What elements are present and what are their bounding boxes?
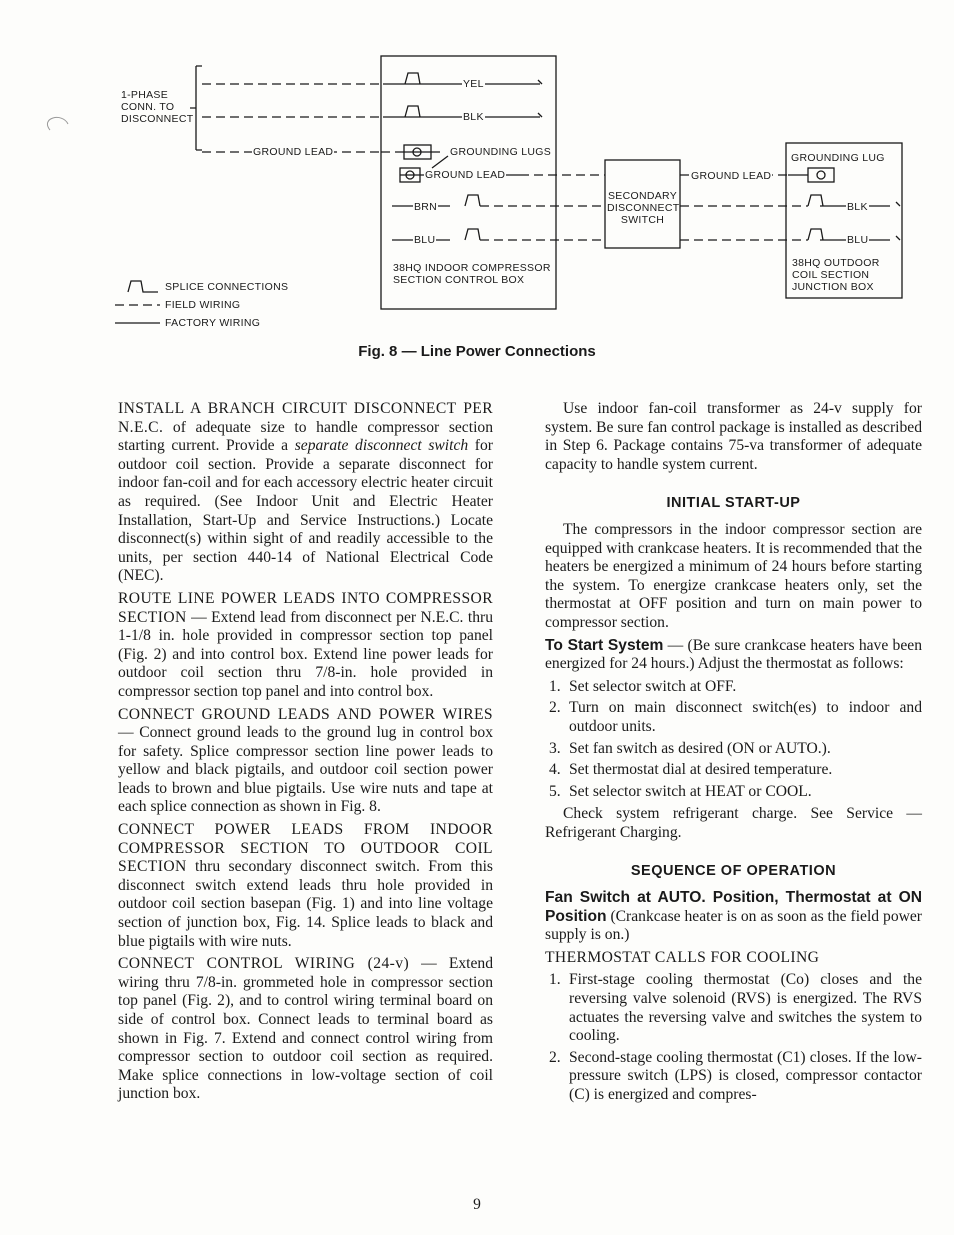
blu-outdoor-wire-label: BLU (847, 234, 869, 246)
outdoor-box-label-line-1: 38HQ OUTDOOR (792, 257, 880, 269)
indoor-box-label-line-2: SECTION CONTROL BOX (393, 274, 525, 286)
blk-indoor-wire-label: BLK (463, 111, 484, 123)
list-item (545, 699, 922, 736)
step-number: 5. (549, 782, 561, 800)
blk-outdoor-wire-label: BLK (847, 201, 868, 213)
ground-lead-inner-label: GROUND LEAD (425, 169, 506, 181)
step-number: 3. (549, 739, 561, 757)
text-branch-a: of adequate size to handle compressor section starting current. Provide a (118, 418, 493, 455)
list-item (545, 740, 922, 759)
text-route-leads: — Extend lead from disconnect per N.E.C. thru 1-1/8 in. hole provided in compressor section top panel (Fig. 2) and into control box. Extend line power leads for outdoor coil section thru 7/8-in. hole provided in compressor section top panel and into control box. (118, 608, 493, 700)
heading-sequence-of-operation: SEQUENCE OF OPERATION (630, 863, 837, 880)
list-item (545, 1049, 922, 1105)
step-text: Second-stage cooling thermostat (C1) closes. If the low-pressure switch (LPS) is closed, compressor contactor (C) is energized and compres- (569, 1048, 922, 1103)
label-fan-switch: Fan Switch at AUTO. Position, Thermostat at ON Position (545, 889, 922, 925)
legend-splice: SPLICE CONNECTIONS (165, 281, 289, 293)
list-item (545, 783, 922, 802)
step-number: 1. (549, 971, 561, 989)
paragraph-branch-disconnect (118, 400, 493, 586)
secondary-switch-line-2: DISCONNECT (607, 202, 680, 214)
paragraph-fan-switch (545, 889, 922, 945)
heading-initial-startup: INITIAL START-UP (666, 495, 801, 512)
paragraph-transformer: Use indoor fan-coil transformer as 24-v supply for system. Be sure fan control package is installed as described in Step 6. Package contains 75-va transformer of adequate capacity to handle system current. (545, 400, 922, 473)
legend-factory: FACTORY WIRING (165, 317, 261, 329)
page-number: 9 (473, 1196, 481, 1213)
grounding-lugs-label: GROUNDING LUGS (450, 146, 552, 158)
ground-lead-mid-label: GROUND LEAD (691, 170, 772, 182)
step-text: Set selector switch at HEAT or COOL. (569, 782, 812, 800)
paragraph-control-wiring (118, 955, 493, 1104)
step-number: 2. (549, 699, 561, 717)
legend-field: FIELD WIRING (165, 299, 241, 311)
blu-indoor-wire-label: BLU (414, 234, 436, 246)
wiring-diagram (0, 0, 954, 340)
paragraph-startup: The compressors in the indoor compressor section are equipped with crankcase heaters. It is recommended that the heaters be energized a minimum of 24 hours before starting the system. To energize crankcase heaters only, set the thermostat at OFF position and turn on main power to compressor section. (545, 520, 922, 631)
heading-calls-for-cooling: THERMOSTAT CALLS FOR COOLING (545, 948, 820, 966)
step-number: 2. (549, 1048, 561, 1066)
text-separate-disconnect: separate disconnect switch (294, 437, 469, 455)
cooling-steps-list (545, 971, 922, 1104)
secondary-switch-line-1: SECONDARY (607, 190, 678, 202)
outdoor-box-label-line-2: COIL SECTION (792, 269, 870, 281)
figure-caption: Fig. 8 — Line Power Connections (358, 343, 596, 360)
phase-label-line-3: DISCONNECT (121, 113, 194, 125)
phase-label-line-1: 1-PHASE (121, 89, 169, 101)
text-control-wiring: — Extend wiring thru 7/8-in. grommeted hole in compressor section top panel (Fig. 2), and to control wiring terminal board on side of control box. Connect leads to terminal board as shown in Fig. 7. Extend and connect control wiring from compressor section to outdoor coil section as required. Make splice connections in low-voltage section of coil junction box. (118, 955, 493, 1103)
heading-ground-leads: CONNECT GROUND LEADS AND POWER WIRES (118, 705, 493, 723)
ground-lead-left-label: GROUND LEAD (253, 146, 334, 158)
startup-steps-list (545, 678, 922, 802)
paragraph-check-charge: Check system refrigerant charge. See Service — Refrigerant Charging. (545, 805, 922, 841)
text-to-start-system: — (Be sure crankcase heaters have been energized for 24 hours.) Adjust the thermostat as follows: (545, 636, 922, 673)
paragraph-route-leads (118, 590, 493, 702)
step-text: First-stage cooling thermostat (Co) closes and the reversing valve solenoid (RVS) is energized. The RVS actuates the reversing valve and switches the system to cooling. (569, 971, 922, 1045)
list-item (545, 971, 922, 1045)
text-power-leads: thru secondary disconnect switch. From this disconnect switch extend leads thru hole provided in outdoor coil section basepan (Fig. 1) and into line voltage section of junction box, Fig. 14. Splice leads to black and blue pigtails with wire nuts. (118, 858, 493, 950)
step-number: 1. (549, 677, 561, 695)
text-fan-switch: (Crankcase heater is on as soon as the field power supply is on.) (545, 907, 922, 944)
label-to-start-system: To Start System (545, 636, 664, 654)
text-ground-leads: — Connect ground leads to the ground lug in control box for safety. Splice compressor section line power leads to yellow and black pigtails, and outdoor coil section power leads to brown and blue pigtails. Use wire nuts and tape at each splice connection as shown in Fig. 8. (118, 724, 493, 816)
step-text: Turn on main disconnect switch(es) to indoor and outdoor units. (569, 699, 922, 735)
outdoor-box-label (791, 257, 881, 293)
step-text: Set selector switch at OFF. (569, 677, 737, 695)
step-text: Set fan switch as desired (ON or AUTO.). (569, 739, 831, 757)
heading-route-leads: ROUTE LINE POWER LEADS INTO COMPRESSOR SECTION (118, 589, 493, 626)
heading-power-leads: CONNECT POWER LEADS FROM INDOOR COMPRESSOR SECTION TO OUTDOOR COIL SECTION (118, 821, 493, 876)
phase-label-line-2: CONN. TO (121, 101, 175, 113)
margin-smudge-top (47, 117, 68, 130)
phase-connection-label (120, 89, 194, 125)
heading-branch-disconnect: INSTALL A BRANCH CIRCUIT DISCONNECT PER N.E.C. (118, 400, 493, 436)
left-column (118, 400, 493, 1108)
text-branch-b: for outdoor coil section. Provide a separate disconnect for indoor fan-coil and for each accessory electric heater circuit as required. (See Indoor Unit and Electric Heater Installation, Start-Up and Service Instructions.) Locate disconnect(s) within sight of and readily accessible to the units, per section 440-14 of National Electrical Code (NEC). (118, 437, 493, 585)
indoor-box-label-line-1: 38HQ INDOOR COMPRESSOR (393, 262, 551, 274)
indoor-box-label (392, 262, 552, 286)
outdoor-box-label-line-3: JUNCTION BOX (792, 281, 874, 293)
list-item (545, 678, 922, 697)
secondary-switch-line-3: SWITCH (620, 214, 665, 226)
right-column (545, 400, 922, 1109)
paragraph-to-start (545, 637, 922, 674)
brn-wire-label: BRN (414, 201, 438, 213)
step-number: 4. (549, 761, 561, 779)
paragraph-ground-leads (118, 706, 493, 818)
heading-control-wiring: CONNECT CONTROL WIRING (24-v) (118, 955, 410, 973)
paragraph-power-leads (118, 821, 493, 951)
step-text: Set thermostat dial at desired temperature. (569, 761, 833, 779)
list-item (545, 761, 922, 780)
secondary-switch-label (607, 190, 678, 226)
grounding-lug-label: GROUNDING LUG (791, 152, 885, 164)
yel-wire-label: YEL (463, 78, 484, 90)
